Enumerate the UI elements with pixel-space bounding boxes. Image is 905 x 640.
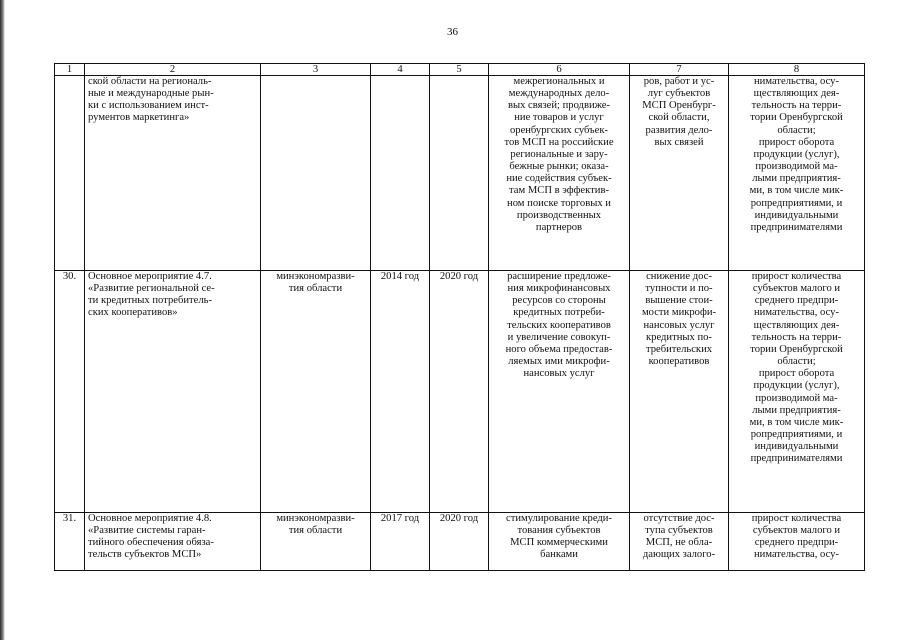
cell-text-line: рументов маркетинга» <box>88 112 190 124</box>
cell-text-line: там МСП в эффектив- <box>509 185 609 197</box>
consequences-cell <box>630 513 729 571</box>
expected-result-cell <box>489 76 630 271</box>
cell-text-line: вых связей <box>654 136 704 148</box>
row-number-cell: 30. <box>55 271 85 513</box>
cell-text-line: региональные и зару- <box>510 148 608 160</box>
cell-text-line: тельских кооперативов <box>507 319 611 331</box>
cell-text-line: минэкономразви- <box>276 271 355 282</box>
cell-text-line: тельность на терри- <box>751 331 842 343</box>
cell-text-line: продукции (услуг), <box>753 148 840 160</box>
executor-cell <box>261 76 371 271</box>
cell-text-line: МСП коммерческими <box>510 537 608 549</box>
consequences-cell <box>630 76 729 271</box>
column-header: 1 <box>55 64 85 76</box>
cell-text-line: ских кооперативов» <box>88 307 178 319</box>
measure-name-cell <box>85 271 261 513</box>
cell-text-line: нимательства, осу- <box>754 549 839 561</box>
cell-text-line: тования субъектов <box>517 525 601 537</box>
cell-text-line: ской области, <box>648 112 710 124</box>
cell-text-line: ществляющих дея- <box>753 88 840 100</box>
table-row <box>55 513 865 571</box>
cell-text-line: тории Оренбургской <box>750 112 843 124</box>
cell-text-line: тельность на терри- <box>751 100 842 112</box>
cell-text-line: лыми предприятия- <box>752 404 841 416</box>
expected-result-cell <box>489 271 630 513</box>
column-header: 7 <box>630 64 729 76</box>
cell-text-line: производимой ма- <box>755 161 838 173</box>
cell-text-line: нимательства, осу- <box>754 76 839 87</box>
measures-table <box>54 63 865 571</box>
cell-text-line: прирост оборота <box>758 136 835 148</box>
column-header: 2 <box>85 64 261 76</box>
cell-text-line: дающих залого- <box>642 549 716 561</box>
column-header: 5 <box>430 64 489 76</box>
cell-text-line: тия области <box>288 283 343 295</box>
cell-text-line: индивидуальными <box>754 209 839 221</box>
table-row <box>55 271 865 513</box>
page-number: 36 <box>447 26 458 38</box>
cell-text-line: вых связей; продвиже- <box>507 100 611 112</box>
cell-text-line: ного объема предостав- <box>505 343 613 355</box>
cell-text-line: развития дело- <box>645 124 713 136</box>
column-header: 4 <box>371 64 430 76</box>
cell-text-line: производимой ма- <box>755 392 838 404</box>
measure-name-cell <box>85 76 261 271</box>
start-year-cell: 2014 год <box>371 271 430 513</box>
cell-text-line: «Развитие системы гаран- <box>88 525 206 537</box>
cell-text-line: снижение дос- <box>646 271 712 282</box>
cell-text-line: нансовых услуг <box>523 368 595 380</box>
measure-name-cell <box>85 513 261 571</box>
cell-text-line: тов МСП на российские <box>504 136 614 148</box>
cell-text-line: среднего предпри- <box>754 537 839 549</box>
cell-text-line: Основное мероприятие 4.7. <box>88 271 212 282</box>
cell-text-line: тийного обеспечения обяза- <box>88 537 214 549</box>
cell-text-line: индивидуальными <box>754 441 839 453</box>
cell-text-line: кредитных потреби- <box>513 307 605 319</box>
expected-result-cell <box>489 513 630 571</box>
end-year-cell: 2020 год <box>430 513 489 571</box>
cell-text-line: международных дело- <box>508 88 610 100</box>
cell-text-line: тия области <box>288 525 343 537</box>
cell-text-line: ской области на региональ- <box>88 76 212 87</box>
cell-text-line: отсутствие дос- <box>643 513 715 524</box>
cell-text-line: ляемых ими микрофи- <box>508 356 610 368</box>
cell-text-line: партнеров <box>535 221 583 233</box>
cell-text-line: ществляющих дея- <box>753 319 840 331</box>
executor-cell <box>261 271 371 513</box>
cell-text-line: и увеличение совокуп- <box>507 331 611 343</box>
start-year-cell: 2017 год <box>371 513 430 571</box>
cell-text-line: вышение стои- <box>645 295 713 307</box>
column-number-row <box>55 64 865 76</box>
cell-text-line: ми, в том числе мик- <box>749 416 844 428</box>
row-number-cell: 31. <box>55 513 85 571</box>
cell-text-line: ресурсов со стороны <box>512 295 606 307</box>
cell-text-line: минэкономразви- <box>276 513 355 524</box>
cell-text-line: прирост оборота <box>758 368 835 380</box>
cell-text-line: МСП Оренбург- <box>642 100 716 112</box>
cell-text-line: межрегиональных и <box>513 76 605 87</box>
cell-text-line: бежные рынки; оказа- <box>509 161 609 173</box>
end-year-cell: 2020 год <box>430 271 489 513</box>
cell-text-line: области; <box>777 356 816 368</box>
cell-text-line: ропредприятиями, и <box>750 429 843 441</box>
column-header: 6 <box>489 64 630 76</box>
cell-text-line: ропредприятиями, и <box>750 197 843 209</box>
cell-text-line: субъектов малого и <box>752 283 841 295</box>
cell-text-line: области; <box>777 124 816 136</box>
cell-text-line: производственных <box>516 209 602 221</box>
cell-text-line: Основное мероприятие 4.8. <box>88 513 212 524</box>
column-header: 3 <box>261 64 371 76</box>
consequences-cell <box>630 271 729 513</box>
cell-text-line: среднего предпри- <box>754 295 839 307</box>
cell-text-line: предпринимателями <box>750 221 843 233</box>
cell-text-line: МСП, не обла- <box>645 537 713 549</box>
row-number-cell <box>55 76 85 271</box>
cell-text-line: ки с использованием инст- <box>88 100 209 112</box>
cell-text-line: нансовых услуг <box>643 319 715 331</box>
cell-text-line: кооперативов <box>648 356 710 368</box>
start-year-cell <box>371 76 430 271</box>
cell-text-line: продукции (услуг), <box>753 380 840 392</box>
cell-text-line: ми, в том числе мик- <box>749 185 844 197</box>
cell-text-line: ров, работ и ус- <box>643 76 715 87</box>
cell-text-line: лыми предприятия- <box>752 173 841 185</box>
cell-text-line: ти кредитных потребитель- <box>88 295 212 307</box>
cell-text-line: требительских <box>645 343 713 355</box>
cell-text-line: тории Оренбургской <box>750 343 843 355</box>
cell-text-line: луг субъектов <box>647 88 711 100</box>
cell-text-line: ные и международные рын- <box>88 88 214 100</box>
cell-text-line: банками <box>540 549 578 561</box>
cell-text-line: предпринимателями <box>750 453 843 465</box>
cell-text-line: ние содействия субъек- <box>506 173 612 185</box>
cell-text-line: тельств субъектов МСП» <box>88 549 202 561</box>
cell-text-line: оренбургских субъек- <box>509 124 609 136</box>
cell-text-line: ном поиске торговых и <box>507 197 611 209</box>
cell-text-line: ние товаров и услуг <box>514 112 604 124</box>
indicators-link-cell <box>729 76 865 271</box>
end-year-cell <box>430 76 489 271</box>
scan-edge <box>0 0 5 640</box>
cell-text-line: кредитных по- <box>646 331 712 343</box>
table-row <box>55 76 865 271</box>
cell-text-line: тупа субъектов <box>645 525 713 537</box>
cell-text-line: «Развитие региональной се- <box>88 283 215 295</box>
cell-text-line: прирост количества <box>751 513 842 524</box>
cell-text-line: прирост количества <box>751 271 842 282</box>
cell-text-line: стимулирование креди- <box>506 513 612 524</box>
cell-text-line: ния микрофинансовых <box>507 283 611 295</box>
cell-text-line: мости микрофи- <box>641 307 717 319</box>
cell-text-line: субъектов малого и <box>752 525 841 537</box>
cell-text-line: расширение предложе- <box>507 271 611 282</box>
executor-cell <box>261 513 371 571</box>
indicators-link-cell <box>729 271 865 513</box>
indicators-link-cell <box>729 513 865 571</box>
cell-text-line: тупности и по- <box>645 283 713 295</box>
cell-text-line: нимательства, осу- <box>754 307 839 319</box>
column-header: 8 <box>729 64 865 76</box>
